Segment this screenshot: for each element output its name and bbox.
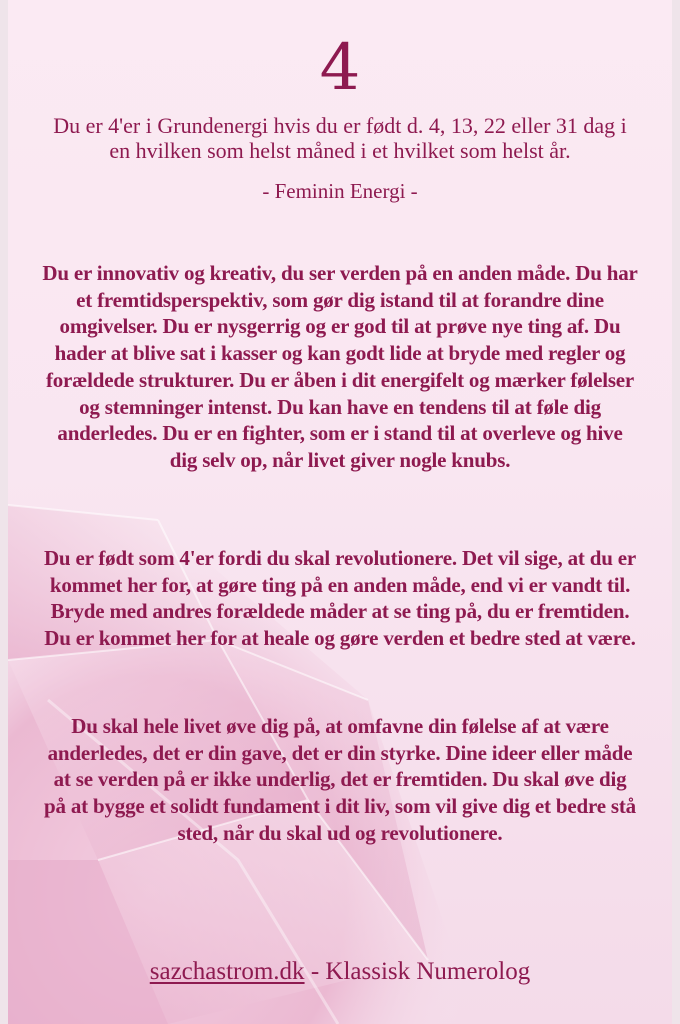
footer bbox=[8, 957, 672, 987]
energy-subtitle: - Feminin Energi - bbox=[262, 179, 418, 203]
paragraph-lesson: Du skal hele livet øve dig på, at omfavne din følelse af at være anderledes, det er din gave, det er din styrke. Dine ideer eller måde at se verden på er ikke underlig, det er fremtiden. Du skal øve dig på at bygge et solidt fundament i dit liv, som vil give dig et bedre stå sted, når du skal ud og revolutionere. bbox=[44, 714, 636, 845]
footer-tagline: Klassisk Numerolog bbox=[325, 958, 531, 985]
numerology-number: 4 bbox=[319, 31, 361, 105]
intro-text: Du er 4'er i Grundenergi hvis du er født d. 4, 13, 22 eller 31 dag i en hvilken som helst måned i et hvilket som helst år. bbox=[53, 113, 627, 163]
numerology-card bbox=[8, 0, 672, 1024]
right-edge-strip bbox=[672, 0, 680, 1024]
paragraph-traits: Du er innovativ og kreativ, du ser verden på en anden måde. Du har et fremtidsperspektiv, som gør dig istand til at forandre dine omgivelser. Du er nysgerrig og er god til at prøve nye ting af. Du hader at blive sat i kasser og kan godt lide at bryde med regler og forældede strukturer. Du er åben i dit energifelt og mærker følelser og stemninger intenst. Du kan have en tendens til at føle dig anderledes. Du er en fighter, som er i stand til at overleve og hive dig selv op, når livet giver nogle knubs. bbox=[42, 261, 638, 472]
left-edge-strip bbox=[0, 0, 8, 1024]
website-link[interactable]: sazchastrom.dk bbox=[149, 958, 305, 985]
footer-separator: - bbox=[304, 958, 326, 985]
paragraph-purpose: Du er født som 4'er fordi du skal revolutionere. Det vil sige, at du er kommet her for, at gøre ting på en anden måde, end vi er vandt til. Bryde med andres forældede måder at se ting på, du er fremtiden. Du er kommet her for at heale og gøre verden et bedre sted at være. bbox=[43, 546, 637, 651]
